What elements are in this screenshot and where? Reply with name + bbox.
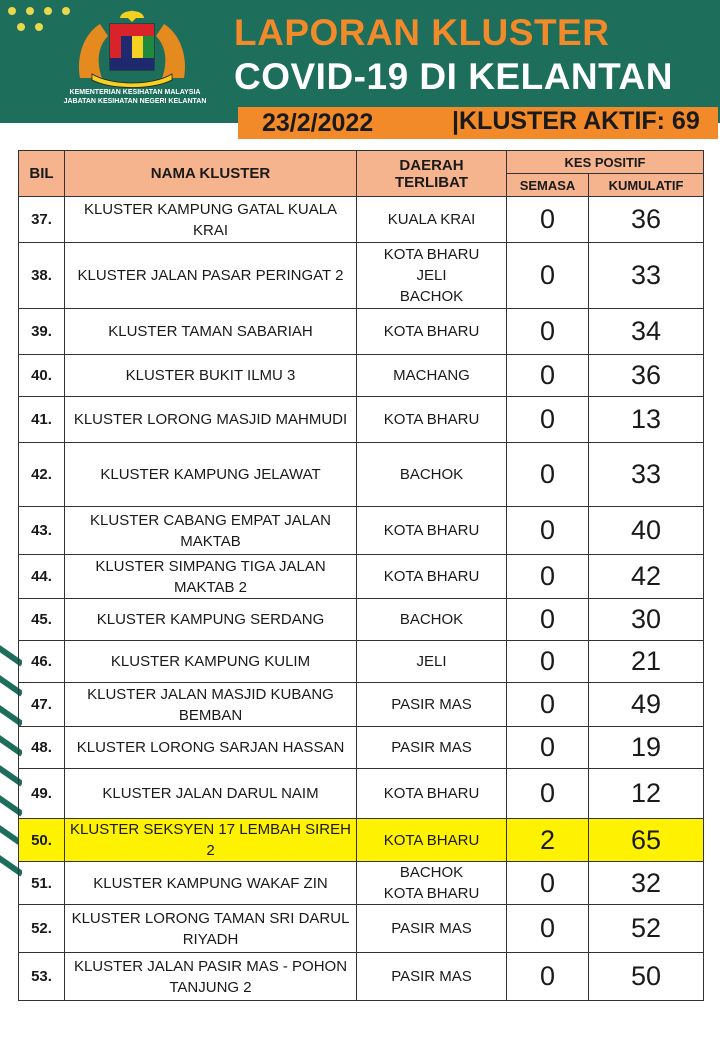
- table-row: [19, 507, 704, 555]
- cell-nama-kluster: KLUSTER SIMPANG TIGA JALAN MAKTAB 2: [65, 555, 357, 599]
- cell-kumulatif: 65: [589, 819, 704, 862]
- cell-nama-kluster: KLUSTER LORONG SARJAN HASSAN: [65, 727, 357, 769]
- cell-daerah: PASIR MAS: [357, 683, 507, 727]
- cell-nama-kluster: KLUSTER KAMPUNG KULIM: [65, 641, 357, 683]
- cell-kumulatif: 30: [589, 599, 704, 641]
- cell-bil: 52.: [19, 905, 65, 953]
- cell-bil: 41.: [19, 397, 65, 443]
- cell-bil: 37.: [19, 197, 65, 243]
- cell-kumulatif: 49: [589, 683, 704, 727]
- cell-daerah: KOTA BHARU: [357, 769, 507, 819]
- table-row: [19, 905, 704, 953]
- cell-semasa: 0: [507, 443, 589, 507]
- report-title-line-2: COVID-19 DI KELANTAN: [234, 56, 673, 97]
- cell-kumulatif: 36: [589, 197, 704, 243]
- cell-bil: 38.: [19, 243, 65, 309]
- cell-semasa: 0: [507, 555, 589, 599]
- ministry-line-1: KEMENTERIAN KESIHATAN MALAYSIA: [69, 89, 201, 96]
- cell-kumulatif: 19: [589, 727, 704, 769]
- cell-daerah: BACHOK: [357, 599, 507, 641]
- cell-bil: 40.: [19, 355, 65, 397]
- cell-nama-kluster: KLUSTER JALAN PASAR PERINGAT 2: [65, 243, 357, 309]
- cell-daerah: KOTA BHARU: [357, 555, 507, 599]
- table-row: [19, 309, 704, 355]
- cell-nama-kluster: KLUSTER JALAN DARUL NAIM: [65, 769, 357, 819]
- cluster-table-body: [19, 197, 704, 1001]
- cell-semasa: 0: [507, 727, 589, 769]
- cell-daerah: KUALA KRAI: [357, 197, 507, 243]
- cell-daerah: KOTA BHARU: [357, 819, 507, 862]
- decorative-dots: [0, 0, 80, 40]
- cell-nama-kluster: KLUSTER KAMPUNG WAKAF ZIN: [65, 862, 357, 905]
- header-daerah-line-1: DAERAH: [399, 156, 464, 174]
- cell-semasa: 0: [507, 397, 589, 443]
- cell-bil: 49.: [19, 769, 65, 819]
- cell-nama-kluster: KLUSTER LORONG TAMAN SRI DARUL RIYADH: [65, 905, 357, 953]
- cell-nama-kluster: KLUSTER JALAN PASIR MAS - POHON TANJUNG 2: [65, 953, 357, 1001]
- cell-kumulatif: 36: [589, 355, 704, 397]
- header-daerah-line-2: TERLIBAT: [394, 173, 469, 191]
- header-daerah-terlibat: [357, 151, 507, 197]
- table-row: [19, 243, 704, 309]
- cell-daerah: PASIR MAS: [357, 727, 507, 769]
- cell-daerah: KOTA BHARU JELI BACHOK: [357, 243, 507, 309]
- table-row: [19, 397, 704, 443]
- cell-semasa: 0: [507, 683, 589, 727]
- cell-bil: 39.: [19, 309, 65, 355]
- cell-daerah: JELI: [357, 641, 507, 683]
- ministry-name: [40, 88, 230, 106]
- table-row: [19, 443, 704, 507]
- cell-kumulatif: 50: [589, 953, 704, 1001]
- table-row: [19, 769, 704, 819]
- cell-bil: 43.: [19, 507, 65, 555]
- cell-daerah: PASIR MAS: [357, 953, 507, 1001]
- cell-bil: 46.: [19, 641, 65, 683]
- cell-semasa: 0: [507, 953, 589, 1001]
- header-kumulatif: KUMULATIF: [589, 174, 704, 197]
- cell-semasa: 0: [507, 905, 589, 953]
- cell-daerah: PASIR MAS: [357, 905, 507, 953]
- cell-semasa: 2: [507, 819, 589, 862]
- cell-nama-kluster: KLUSTER KAMPUNG JELAWAT: [65, 443, 357, 507]
- cell-semasa: 0: [507, 599, 589, 641]
- cell-kumulatif: 40: [589, 507, 704, 555]
- cell-nama-kluster: KLUSTER JALAN MASJID KUBANG BEMBAN: [65, 683, 357, 727]
- cell-kumulatif: 34: [589, 309, 704, 355]
- cell-kumulatif: 42: [589, 555, 704, 599]
- cluster-table: [18, 150, 704, 1001]
- header-kes-positif: KES POSITIF: [507, 151, 704, 174]
- header-bil: BIL: [19, 151, 65, 197]
- cell-semasa: 0: [507, 355, 589, 397]
- cell-daerah: KOTA BHARU: [357, 309, 507, 355]
- cell-nama-kluster: KLUSTER BUKIT ILMU 3: [65, 355, 357, 397]
- cell-nama-kluster: KLUSTER SEKSYEN 17 LEMBAH SIREH 2: [65, 819, 357, 862]
- cell-nama-kluster: KLUSTER CABANG EMPAT JALAN MAKTAB: [65, 507, 357, 555]
- cell-kumulatif: 52: [589, 905, 704, 953]
- cell-nama-kluster: KLUSTER LORONG MASJID MAHMUDI: [65, 397, 357, 443]
- header-semasa: SEMASA: [507, 174, 589, 197]
- table-row: [19, 355, 704, 397]
- cell-kumulatif: 33: [589, 243, 704, 309]
- cell-semasa: 0: [507, 243, 589, 309]
- cell-semasa: 0: [507, 769, 589, 819]
- cell-kumulatif: 13: [589, 397, 704, 443]
- table-row: [19, 599, 704, 641]
- cell-bil: 51.: [19, 862, 65, 905]
- cell-bil: 42.: [19, 443, 65, 507]
- cell-daerah: KOTA BHARU: [357, 507, 507, 555]
- cell-kumulatif: 33: [589, 443, 704, 507]
- table-row: [19, 819, 704, 862]
- cell-bil: 47.: [19, 683, 65, 727]
- cell-daerah: BACHOK KOTA BHARU: [357, 862, 507, 905]
- cell-daerah: MACHANG: [357, 355, 507, 397]
- cell-nama-kluster: KLUSTER KAMPUNG GATAL KUALA KRAI: [65, 197, 357, 243]
- cell-bil: 48.: [19, 727, 65, 769]
- cell-bil: 53.: [19, 953, 65, 1001]
- cell-bil: 50.: [19, 819, 65, 862]
- cell-semasa: 0: [507, 862, 589, 905]
- active-cluster-count: |KLUSTER AKTIF: 69: [452, 107, 700, 135]
- cell-semasa: 0: [507, 641, 589, 683]
- cell-kumulatif: 12: [589, 769, 704, 819]
- cell-semasa: 0: [507, 309, 589, 355]
- report-date: 23/2/2022: [262, 109, 374, 137]
- ministry-line-2: JABATAN KESIHATAN NEGERI KELANTAN: [63, 98, 207, 105]
- table-row: [19, 197, 704, 243]
- report-title-line-1: LAPORAN KLUSTER: [234, 12, 610, 53]
- cell-bil: 44.: [19, 555, 65, 599]
- table-row: [19, 683, 704, 727]
- cell-nama-kluster: KLUSTER KAMPUNG SERDANG: [65, 599, 357, 641]
- cell-kumulatif: 21: [589, 641, 704, 683]
- cell-nama-kluster: KLUSTER TAMAN SABARIAH: [65, 309, 357, 355]
- cell-kumulatif: 32: [589, 862, 704, 905]
- table-row: [19, 641, 704, 683]
- cell-semasa: 0: [507, 507, 589, 555]
- coat-of-arms-icon: [72, 6, 192, 88]
- table-row: [19, 727, 704, 769]
- table-row: [19, 862, 704, 905]
- cell-daerah: BACHOK: [357, 443, 507, 507]
- cell-semasa: 0: [507, 197, 589, 243]
- table-row: [19, 555, 704, 599]
- cell-daerah: KOTA BHARU: [357, 397, 507, 443]
- header-nama-kluster: NAMA KLUSTER: [65, 151, 357, 197]
- cell-bil: 45.: [19, 599, 65, 641]
- table-row: [19, 953, 704, 1001]
